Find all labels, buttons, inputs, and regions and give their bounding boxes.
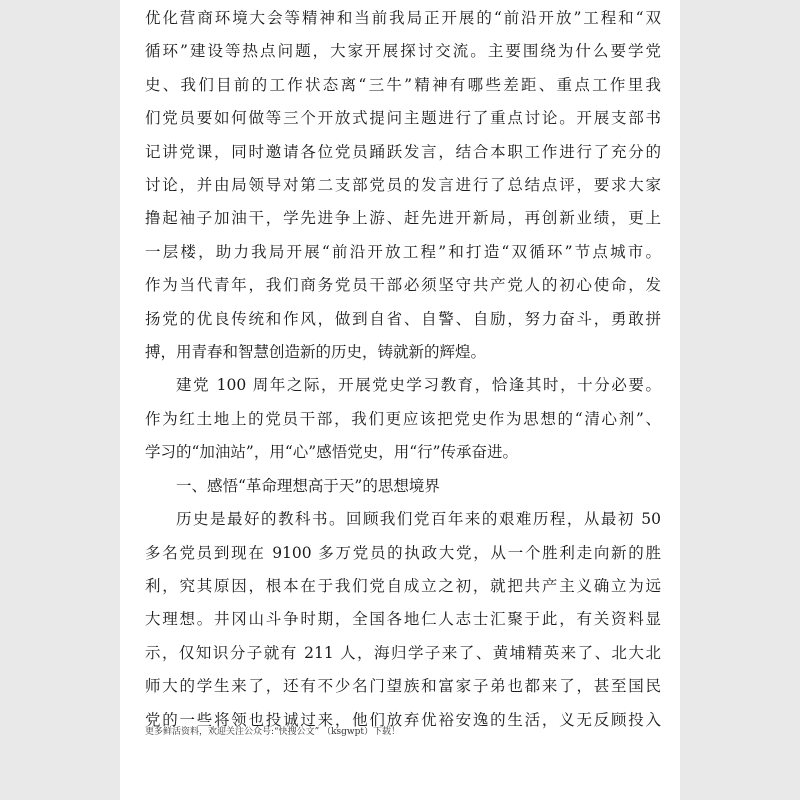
- text-line: 大理想。井冈山斗争时期，全国各地仁人志士汇聚于此，有关资料显: [145, 610, 661, 629]
- text-line: 记讲党课，同时邀请各位党员踊跃发言，结合本职工作进行了充分的: [145, 142, 661, 161]
- text-line: 一层楼，助力我局开展“前沿开放工程”和打造“双循环”节点城市。: [145, 242, 661, 261]
- text-line: 作为当代青年，我们商务党员干部必须坚守共产党人的初心使命，发: [145, 276, 661, 295]
- text-line: 建党 100 周年之际，开展党史学习教育，恰逢其时，十分必要。: [176, 376, 661, 395]
- text-line: 党的一些将领也投诚过来，他们放弃优裕安逸的生活，义无反顾投入: [145, 710, 661, 729]
- document-body: [145, 2, 661, 737]
- text-line: 学习的“加油站”，用“心”感悟党史，用“行”传承奋进。: [145, 443, 519, 462]
- text-line: 讨论，并由局领导对第二支部党员的发言进行了总结点评，要求大家: [145, 176, 661, 195]
- text-line: 撸起袖子加油干，学先进争上游、赶先进开新局，再创新业绩，更上: [145, 209, 661, 228]
- text-line: 示，仅知识分子就有 211 人，海归学子来了、黄埔精英来了、北大北: [145, 643, 661, 662]
- text-line: 师大的学生来了，还有不少名门望族和富家子弟也都来了，甚至国民: [145, 677, 661, 696]
- text-line: 循环”建设等热点问题，大家开展探讨交流。主要围绕为什么要学党: [145, 42, 661, 61]
- document-page: [120, 0, 680, 800]
- text-line: 多名党员到现在 9100 多万党员的执政大党，从一个胜利走向新的胜: [145, 543, 661, 562]
- text-line: 利，究其原因，根本在于我们党自成立之初，就把共产主义确立为远: [145, 576, 661, 595]
- text-line: 扬党的优良传统和作风，做到自省、自警、自励，努力奋斗，勇敢拼: [145, 309, 661, 328]
- page-footer: 更多鲜活资料，欢迎关注公众号:“快搜公文” （ksgwpt）下载！: [145, 727, 401, 737]
- text-line: 们党员要如何做等三个开放式提问主题进行了重点讨论。开展支部书: [145, 109, 661, 128]
- text-line: 优化营商环境大会等精神和当前我局正开展的“前沿开放”工程和“双: [145, 9, 661, 27]
- text-line: 历史是最好的教科书。回顾我们党百年来的艰难历程，从最初 50: [176, 510, 661, 529]
- text-line: 史、我们目前的工作状态离“三牛”精神有哪些差距、重点工作里我: [145, 75, 661, 94]
- text-line: 一、感悟“革命理想高于天”的思想境界: [176, 476, 440, 495]
- text-line: 搏，用青春和智慧创造新的历史，铸就新的辉煌。: [145, 343, 487, 362]
- text-line: 作为红土地上的党员干部，我们更应该把党史作为思想的“清心剂”、: [145, 409, 661, 428]
